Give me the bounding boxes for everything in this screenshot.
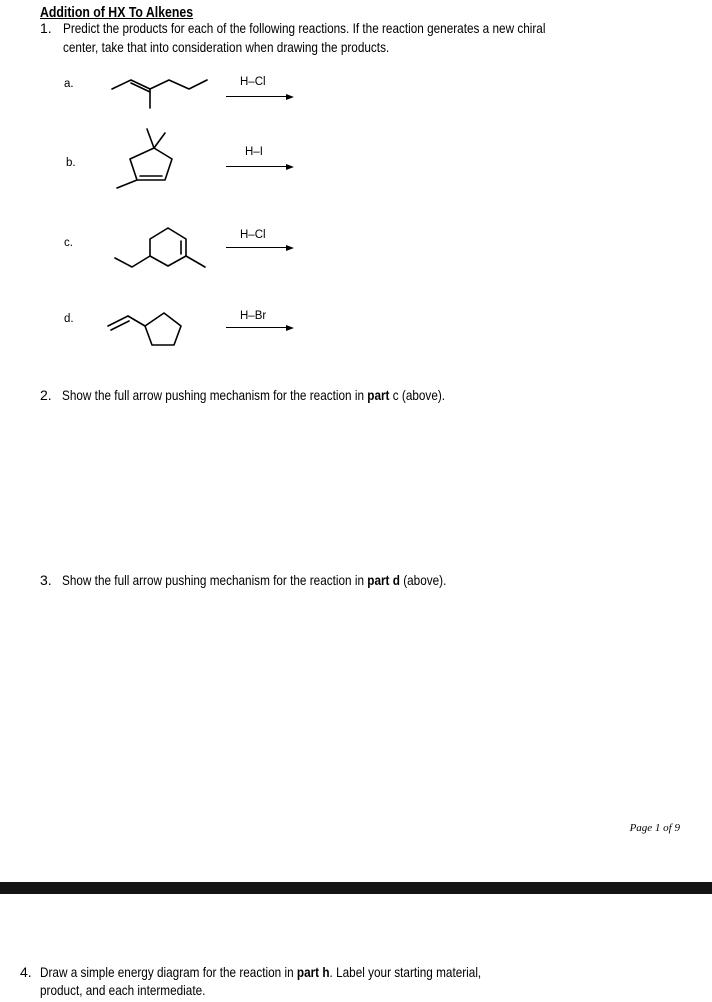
question-2-before: Show the full arrow pushing mechanism for the reaction in <box>62 387 368 403</box>
page-title: Addition of HX To Alkenes <box>40 4 194 21</box>
question-3-number: 3. <box>40 572 52 588</box>
reaction-c-label: c. <box>64 237 73 249</box>
question-3-part: part d <box>367 572 400 588</box>
page-divider <box>0 882 712 894</box>
reaction-a-reagent: H–Cl <box>240 76 266 88</box>
question-4-part: part h <box>296 964 330 980</box>
question-4-number: 4. <box>20 964 32 980</box>
reaction-d-reagent: H–Br <box>240 310 267 322</box>
reaction-c-reagent: H–Cl <box>240 229 266 241</box>
question-2-after: c (above). <box>389 387 446 403</box>
reaction-b-reagent: H–I <box>245 146 263 158</box>
question-1-line1: Predict the products for each of the following reactions. If the reaction generates a new chiral <box>63 20 546 36</box>
question-2-number: 2. <box>40 387 52 403</box>
reaction-a-label: a. <box>64 78 74 90</box>
question-3-after: (above). <box>399 572 447 588</box>
question-1-line2: center, take that into consideration when drawing the products. <box>63 39 390 55</box>
question-4-after: . Label your starting material, <box>329 964 482 980</box>
reaction-d-arrow <box>226 323 294 333</box>
page-number: Page 1 of 9 <box>629 822 680 834</box>
question-3-text <box>62 572 446 588</box>
question-4-line1 <box>40 964 481 980</box>
reaction-d-label: d. <box>64 313 74 325</box>
question-4-line2: product, and each intermediate. <box>40 982 206 998</box>
question-4-before: Draw a simple energy diagram for the reaction in <box>40 964 297 980</box>
question-2-part: part <box>367 387 390 403</box>
question-2-text <box>62 387 445 403</box>
reaction-b-label: b. <box>66 157 76 169</box>
question-3-before: Show the full arrow pushing mechanism for the reaction in <box>62 572 368 588</box>
question-1-number: 1. <box>40 20 52 36</box>
